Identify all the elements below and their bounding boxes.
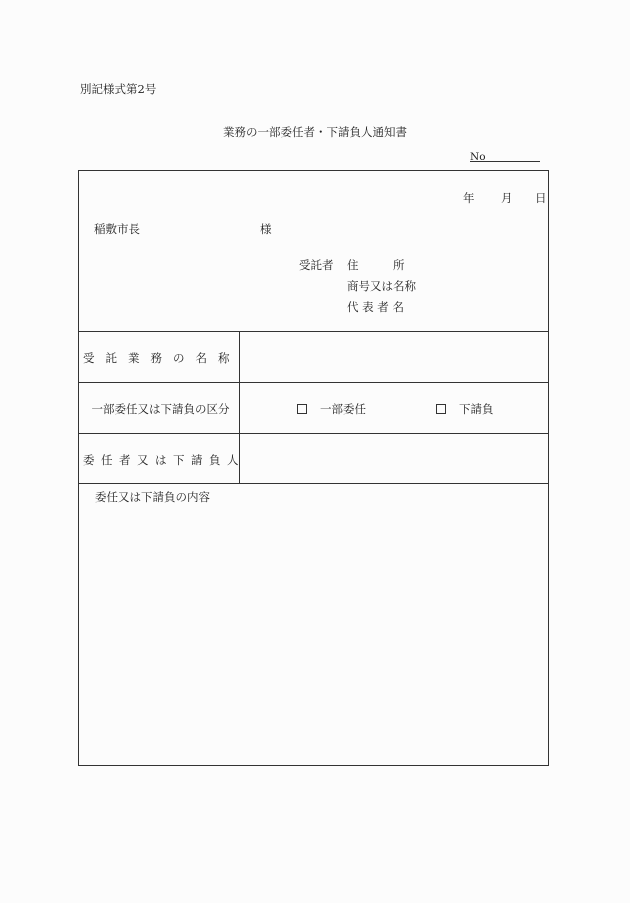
details-label: 委任又は下請負の内容 bbox=[95, 490, 210, 504]
option-subcontract-label: 下請負 bbox=[459, 402, 494, 416]
form-code: 別記様式第2号 bbox=[80, 82, 157, 96]
form-frame bbox=[78, 170, 549, 766]
recipient-honorific: 様 bbox=[260, 222, 272, 236]
date-year: 年 bbox=[463, 191, 475, 205]
category-label: 一部委任又は下請負の区分 bbox=[91, 402, 230, 416]
checkbox-subcontract[interactable] bbox=[436, 404, 446, 414]
option-partial-label: 一部委任 bbox=[320, 402, 366, 416]
delegate-field[interactable] bbox=[240, 434, 548, 483]
number-field[interactable] bbox=[470, 149, 540, 162]
document-title: 業務の一部委任者・下請負人通知書 bbox=[223, 125, 407, 139]
address-label: 住 所 bbox=[347, 258, 405, 272]
service-name-field[interactable] bbox=[240, 332, 548, 382]
company-name-label: 商号又は名称 bbox=[347, 279, 416, 293]
contractor-label: 受託者 bbox=[299, 258, 334, 272]
recipient-name: 稲敷市長 bbox=[94, 222, 140, 236]
date-day: 日 bbox=[535, 191, 547, 205]
delegate-label: 委任者又は下請負人 bbox=[83, 453, 245, 467]
divider bbox=[79, 382, 548, 383]
date-row bbox=[463, 190, 547, 206]
number-label: No bbox=[470, 151, 486, 163]
option-partial[interactable] bbox=[297, 401, 366, 417]
option-subcontract[interactable] bbox=[436, 401, 494, 417]
date-month: 月 bbox=[501, 191, 513, 205]
divider bbox=[79, 483, 548, 484]
checkbox-partial[interactable] bbox=[297, 404, 307, 414]
representative-label: 代 表 者 名 bbox=[347, 300, 404, 314]
details-field[interactable] bbox=[80, 506, 547, 764]
service-name-label: 受託業務の名称 bbox=[83, 351, 241, 365]
